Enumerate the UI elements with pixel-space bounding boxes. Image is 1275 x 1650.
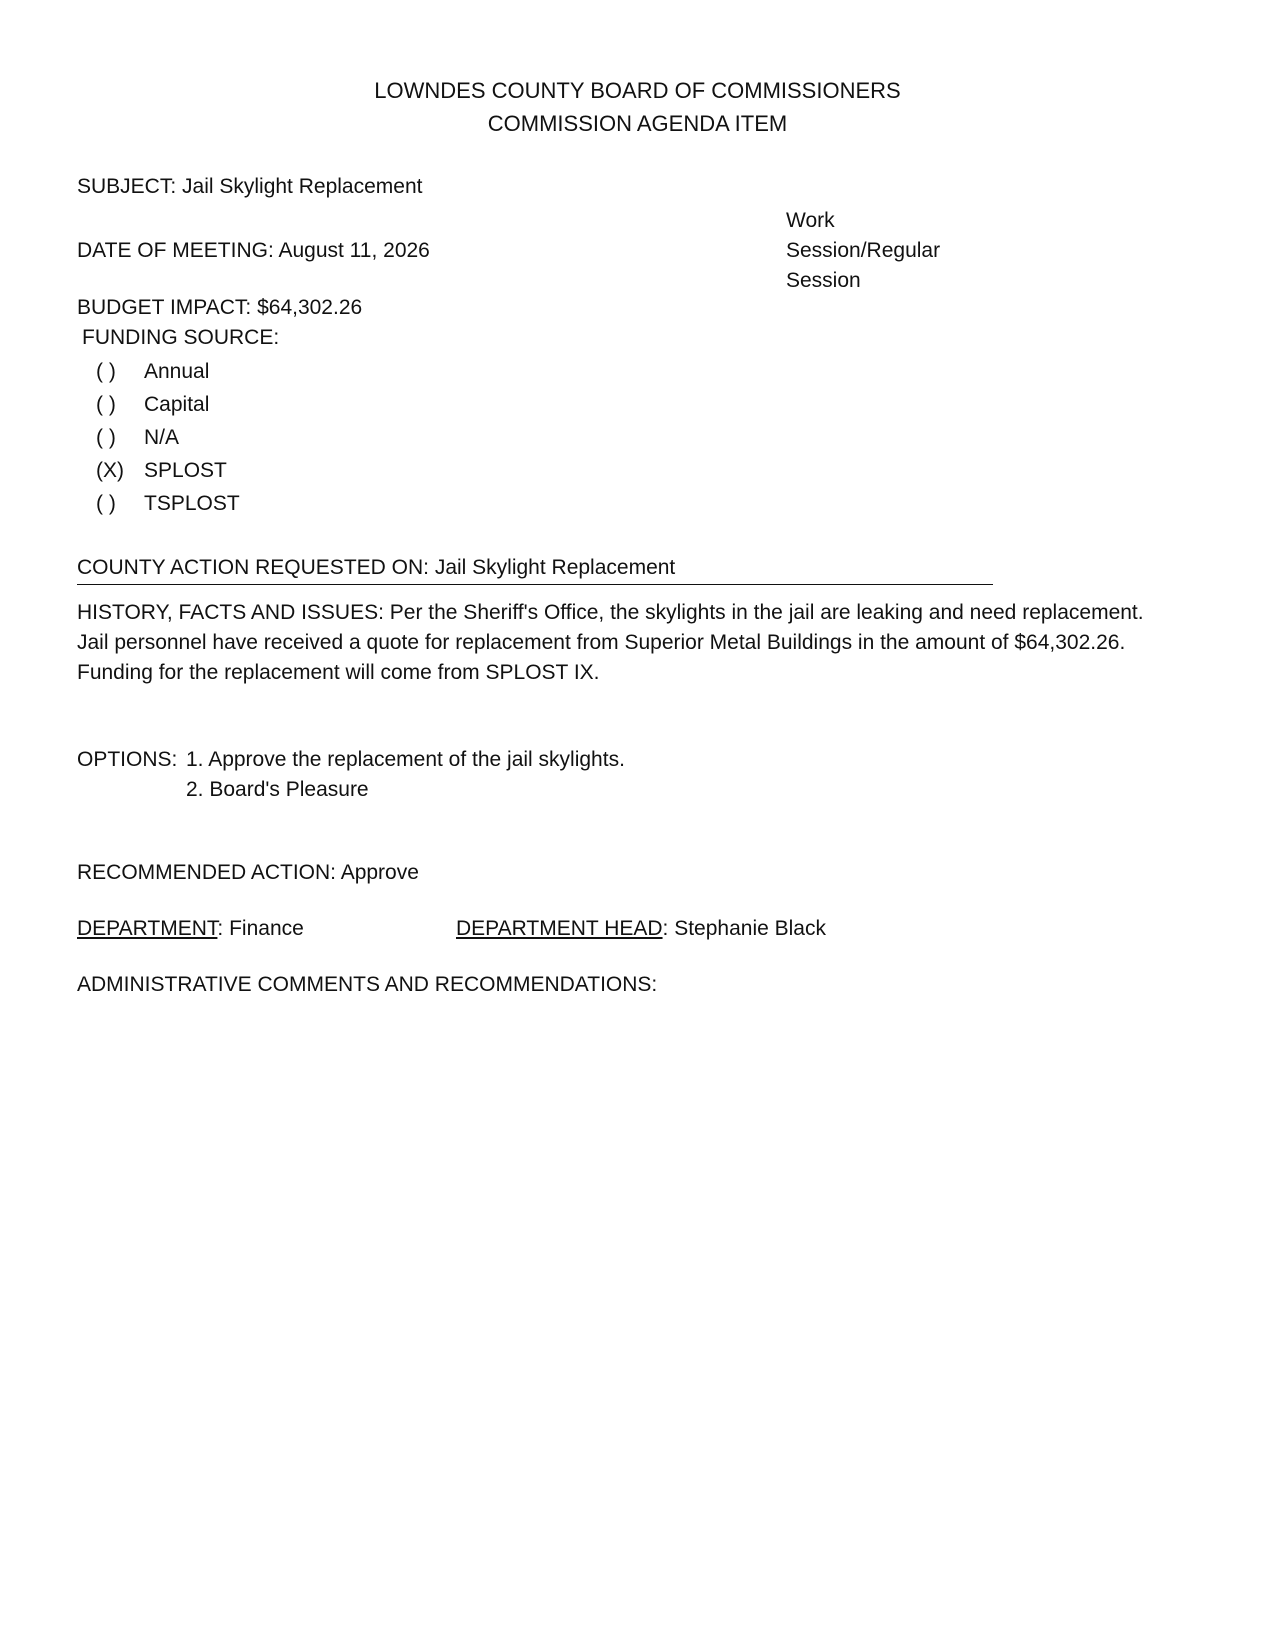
options-list <box>186 745 625 805</box>
session-line-1: Work <box>786 209 835 232</box>
funding-option-capital <box>96 390 209 419</box>
recommended-action-line: RECOMMENDED ACTION: Approve <box>77 861 419 884</box>
funding-checkbox: ( ) <box>96 393 116 416</box>
session-line-3: Session <box>786 269 861 292</box>
header-subtitle: COMMISSION AGENDA ITEM <box>487 111 788 136</box>
funding-checkbox: ( ) <box>96 492 116 515</box>
department-value: : Finance <box>217 917 304 940</box>
department-head-line <box>456 914 826 943</box>
option-item: 1. Approve the replacement of the jail skylights. <box>186 748 625 771</box>
funding-source-label: FUNDING SOURCE: <box>82 326 280 349</box>
funding-option-label: Annual <box>144 360 210 383</box>
funding-option-label: SPLOST <box>144 459 227 482</box>
department-label: DEPARTMENT <box>77 917 218 940</box>
session-line-2: Session/Regular <box>786 239 941 262</box>
funding-option-splost <box>96 456 227 485</box>
funding-checkbox-checked: (X) <box>96 459 124 482</box>
county-action-line: COUNTY ACTION REQUESTED ON: Jail Skylight Replacement <box>77 553 993 585</box>
budget-impact-line: BUDGET IMPACT: $64,302.26 <box>77 296 363 319</box>
funding-checkbox: ( ) <box>96 426 116 449</box>
option-item: 2. Board's Pleasure <box>186 778 369 801</box>
funding-option-label: N/A <box>144 426 180 449</box>
history-paragraph: HISTORY, FACTS AND ISSUES: Per the Sheriff's Office, the skylights in the jail are leaking and need replacement. Jail personnel have received a quote for replacement from Superior Metal Buildings in the amount of $64,302.26. Funding for the replacement will come from SPLOST IX. <box>77 601 1144 684</box>
subject-line: SUBJECT: Jail Skylight Replacement <box>77 175 423 198</box>
meeting-date-line: DATE OF MEETING: August 11, 2026 <box>77 239 430 262</box>
funding-checkbox: ( ) <box>96 360 116 383</box>
funding-option-tsplost <box>96 489 240 518</box>
header-title: LOWNDES COUNTY BOARD OF COMMISSIONERS <box>374 78 901 103</box>
options-label: OPTIONS: <box>77 748 178 771</box>
department-line <box>77 914 304 943</box>
session-type <box>786 206 940 296</box>
document-header <box>0 74 1275 140</box>
funding-option-na <box>96 423 179 452</box>
department-head-value: : Stephanie Black <box>662 917 826 940</box>
funding-option-label: TSPLOST <box>144 492 240 515</box>
admin-comments-label: ADMINISTRATIVE COMMENTS AND RECOMMENDATIONS: <box>77 973 658 996</box>
funding-option-annual <box>96 357 209 386</box>
department-head-label: DEPARTMENT HEAD <box>456 917 663 940</box>
funding-option-label: Capital <box>144 393 210 416</box>
